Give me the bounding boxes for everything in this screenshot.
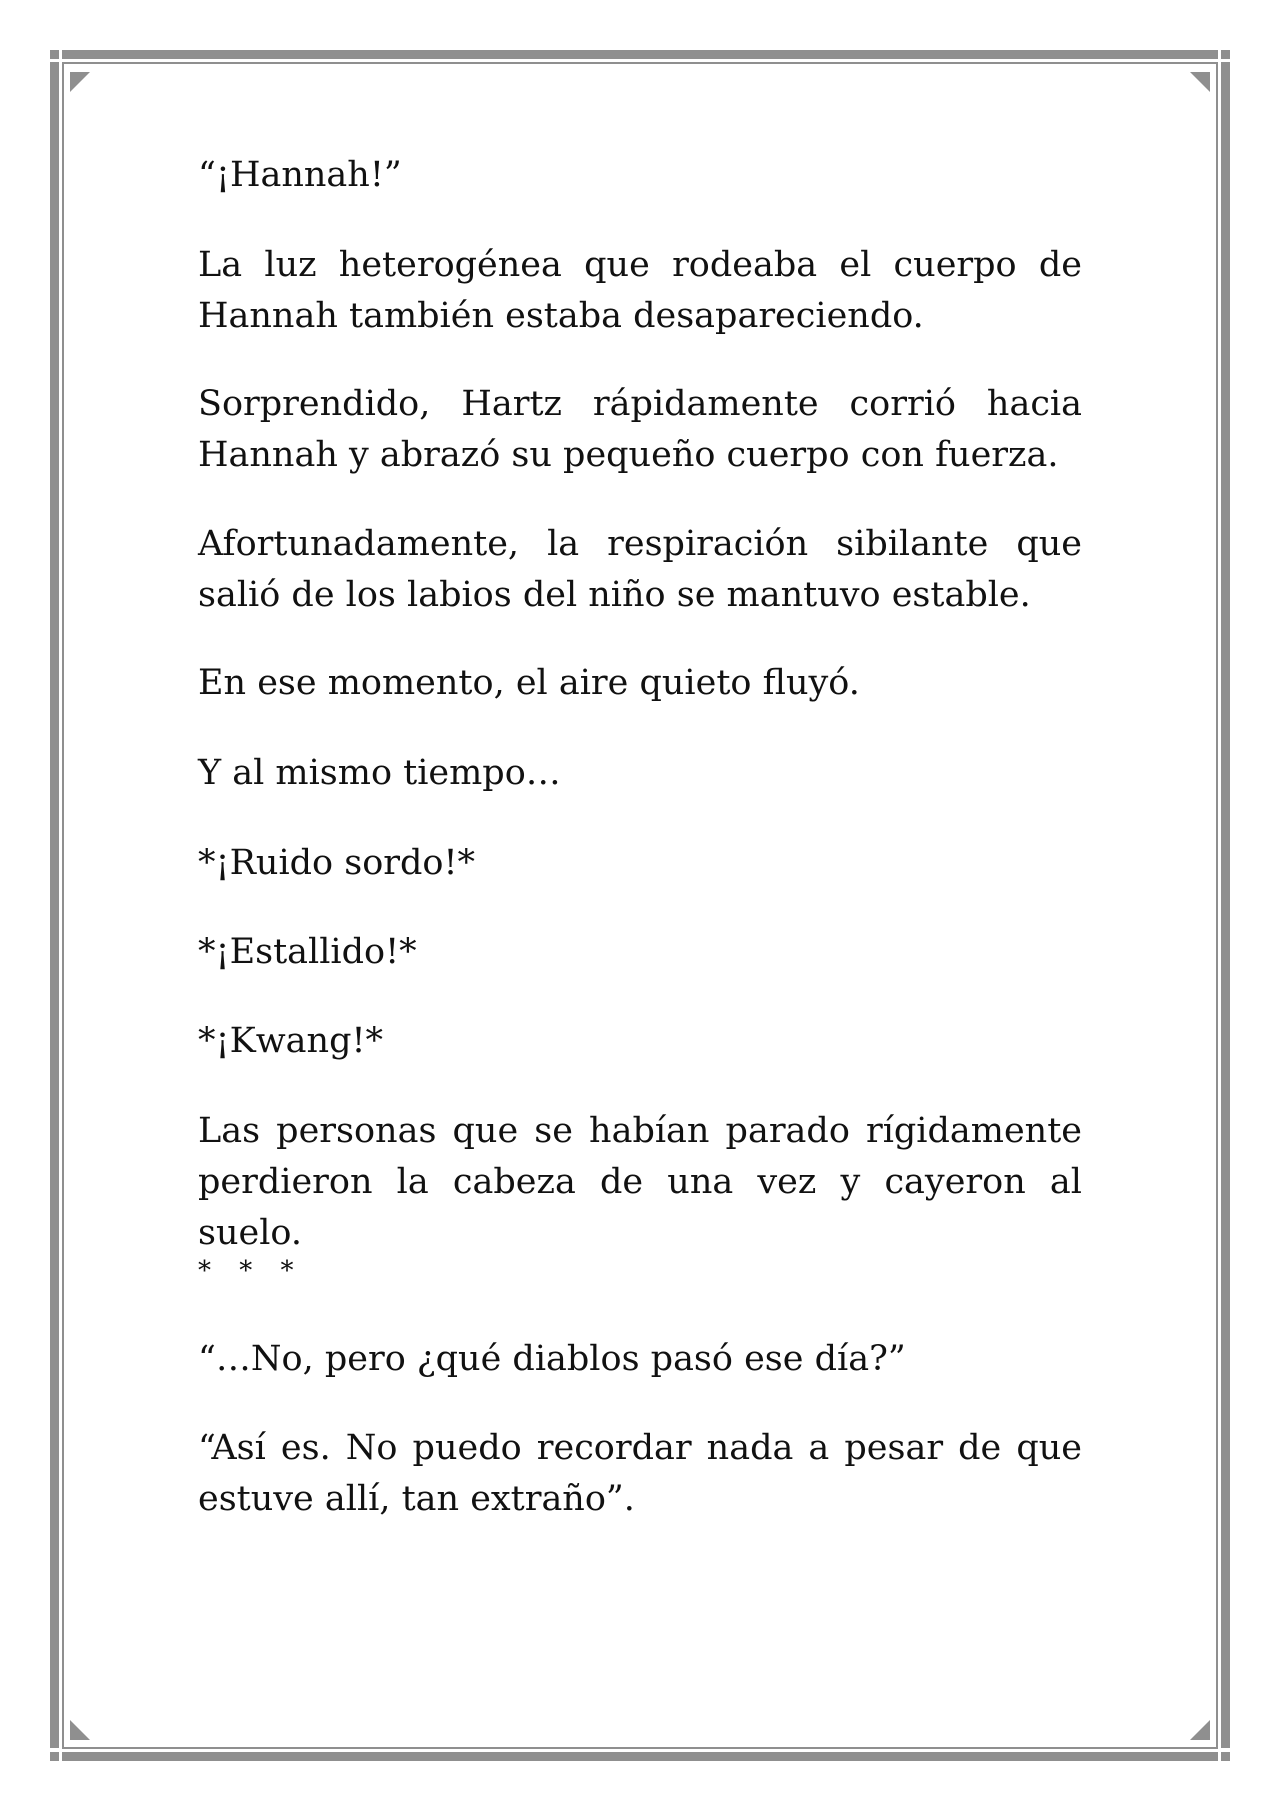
corner-triangle-bottom-right (1190, 1720, 1210, 1740)
border-left (50, 62, 59, 1748)
corner-triangle-top-left (70, 72, 90, 92)
paragraph-6: Y al mismo tiempo… (198, 753, 561, 793)
section-separator: * * * (198, 1256, 304, 1286)
paragraph-4: Afortunadamente, la respiración sibilante que salió de los labios del niño se mantuvo estable. (198, 524, 1082, 615)
paragraph-1: “¡Hannah!” (198, 155, 402, 195)
paragraph-2: La luz heterogénea que rodeaba el cuerpo de Hannah también estaba desapareciendo. (198, 245, 1082, 336)
paragraph-7: *¡Ruido sordo!* (198, 843, 476, 883)
corner-triangle-bottom-left (70, 1720, 90, 1740)
corner-triangle-top-right (1190, 72, 1210, 92)
paragraph-3: Sorprendido, Hartz rápidamente corrió hacia Hannah y abrazó su pequeño cuerpo con fuerza. (198, 384, 1082, 475)
paragraph-8: *¡Estallido!* (198, 932, 417, 972)
paragraph-10: Las personas que se habían parado rígidamente perdieron la cabeza de una vez y cayeron al suelo. (198, 1111, 1082, 1253)
border-bottom (62, 1752, 1218, 1761)
paragraph-12: “Así es. No puedo recordar nada a pesar de que estuve allí, tan extraño”. (198, 1428, 1082, 1519)
paragraph-11: “…No, pero ¿qué diablos pasó ese día?” (198, 1339, 906, 1379)
border-top (62, 50, 1218, 59)
paragraph-5: En ese momento, el aire quieto fluyó. (198, 663, 860, 703)
border-right (1221, 62, 1230, 1748)
paragraph-9: *¡Kwang!* (198, 1021, 384, 1061)
